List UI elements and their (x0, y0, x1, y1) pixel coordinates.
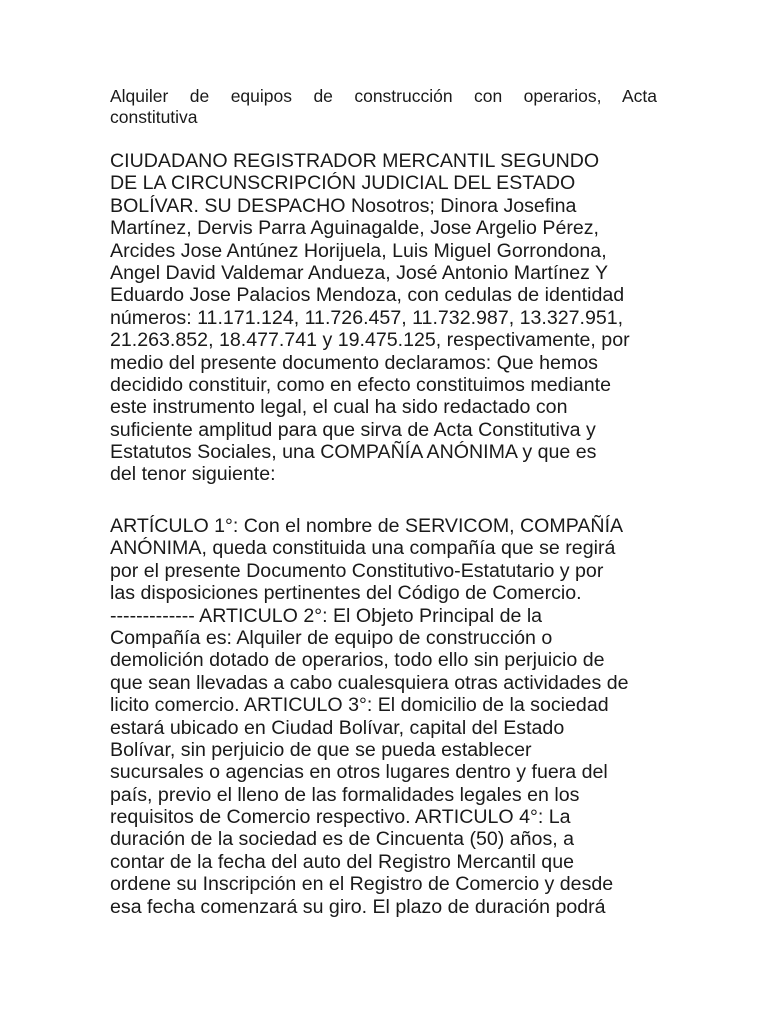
paragraph-registrar-declaration (110, 150, 658, 486)
paragraph-line: Angel David Valdemar Andueza, José Antonio Martínez Y (110, 261, 609, 284)
paragraph-line: por el presente Documento Constitutivo-Estatutario y por (110, 559, 604, 582)
paragraph-line: Estatutos Sociales, una COMPAÑÍA ANÓNIMA y que es (110, 441, 597, 464)
paragraph-line: las disposiciones pertinentes del Código de Comercio. (110, 582, 582, 605)
paragraph-line: CIUDADANO REGISTRADOR MERCANTIL SEGUNDO (110, 150, 600, 172)
paragraph-line: demolición dotado de operarios, todo ello sin perjuicio de (110, 649, 605, 672)
document-title-line-2: constitutiva (110, 107, 198, 127)
paragraph-line: Bolívar, sin perjuicio de que se pueda establecer (110, 738, 532, 761)
paragraph-line: Compañía es: Alquiler de equipo de construcción o (110, 626, 553, 649)
paragraph-line: contar de la fecha del auto del Registro Mercantil que (110, 850, 574, 873)
paragraph-line: ANÓNIMA, queda constituida una compañía que se regirá (110, 537, 616, 560)
paragraph-line: 21.263.852, 18.477.741 y 19.475.125, respectivamente, por (110, 329, 630, 352)
paragraph-line: duración de la sociedad es de Cincuenta (50) años, a (110, 828, 575, 851)
paragraph-line: números: 11.171.124, 11.726.457, 11.732.987, 13.327.951, (110, 306, 624, 329)
paragraph-line: del tenor siguiente: (110, 463, 276, 486)
paragraph-line: esa fecha comenzará su giro. El plazo de duración podrá (110, 895, 606, 918)
paragraph-line: Eduardo Jose Palacios Mendoza, con cedulas de identidad (110, 284, 625, 307)
paragraph-line: medio del presente documento declaramos: Que hemos (110, 351, 598, 374)
paragraph-line: que sean llevadas a cabo cualesquiera otras actividades de (110, 671, 629, 694)
paragraph-line: ------------- ARTICULO 2°: El Objeto Principal de la (110, 604, 543, 627)
paragraph-line: ARTÍCULO 1°: Con el nombre de SERVICOM, COMPAÑÍA (110, 515, 624, 537)
paragraph-line: Martínez, Dervis Parra Aguinagalde, Jose Argelio Pérez, (110, 217, 600, 240)
paragraph-articles (110, 515, 658, 918)
paragraph-line: BOLÍVAR. SU DESPACHO Nosotros; Dinora Josefina (110, 194, 577, 217)
paragraph-line: decidido constituir, como en efecto constituimos mediante (110, 373, 611, 396)
paragraph-line: suficiente amplitud para que sirva de Acta Constitutiva y (110, 418, 596, 441)
paragraph-line: DE LA CIRCUNSCRIPCIÓN JUDICIAL DEL ESTADO (110, 172, 576, 195)
paragraph-line: este instrumento legal, el cual ha sido redactado con (110, 396, 568, 419)
paragraph-line: requisitos de Comercio respectivo. ARTICULO 4°: La (110, 806, 571, 829)
paragraph-line: sucursales o agencias en otros lugares dentro y fuera del (110, 761, 608, 784)
paragraph-line: Arcides Jose Antúnez Horijuela, Luis Miguel Gorrondona, (110, 239, 607, 262)
document-title (110, 86, 657, 128)
paragraph-line: estará ubicado en Ciudad Bolívar, capital del Estado (110, 716, 565, 739)
paragraph-line: licito comercio. ARTICULO 3°: El domicilio de la sociedad (110, 694, 609, 717)
paragraph-line: país, previo el lleno de las formalidades legales en los (110, 783, 580, 806)
document-title-line-1: Alquiler de equipos de construcción con operarios, Acta (110, 86, 657, 106)
paragraph-line: ordene su Inscripción en el Registro de Comercio y desde (110, 873, 614, 896)
